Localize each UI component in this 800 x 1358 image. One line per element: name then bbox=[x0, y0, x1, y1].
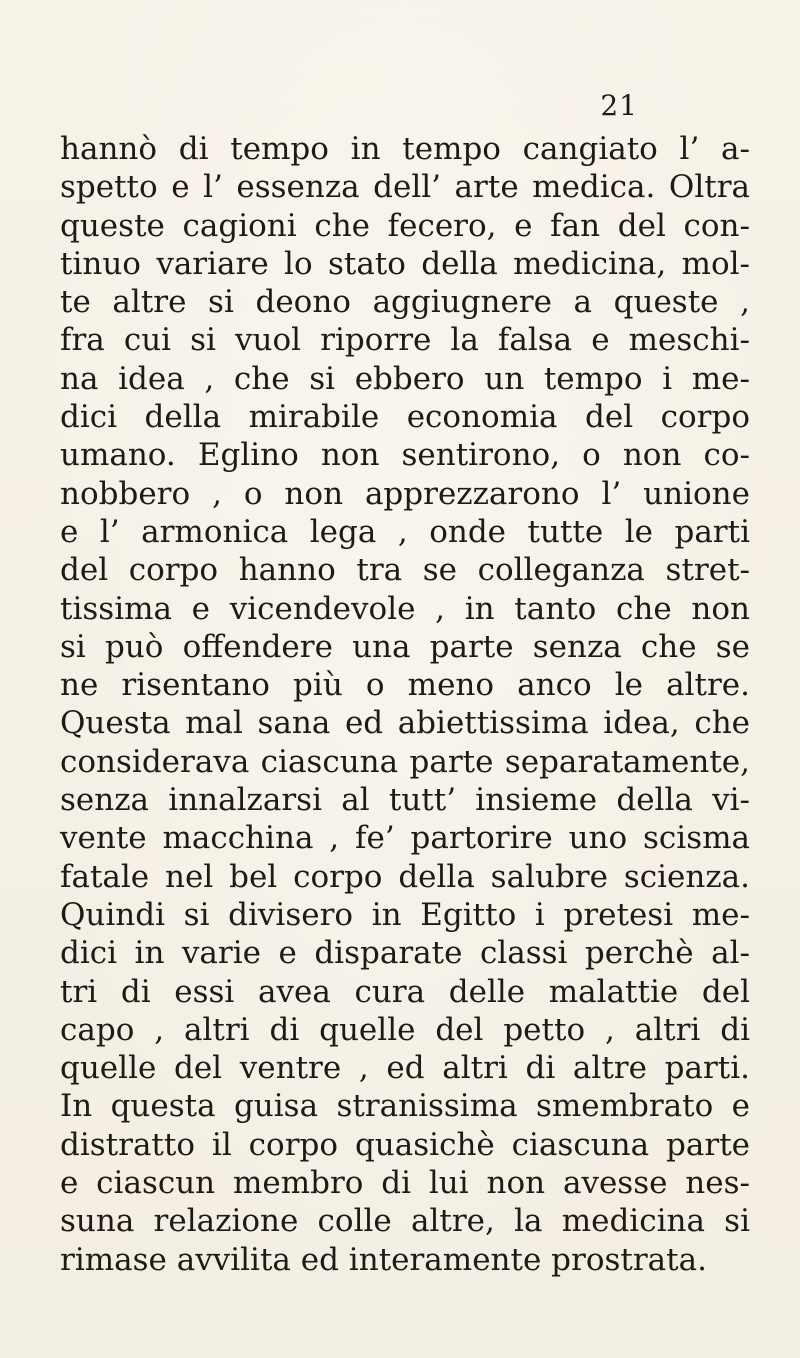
text-line: si può offendere una parte senza che se bbox=[60, 628, 750, 665]
text-line: considerava ciascuna parte separatamente, bbox=[60, 743, 750, 780]
text-line: tissima e vicendevole , in tanto che non bbox=[60, 590, 750, 627]
text-line: e ciascun membro di lui non avesse nes- bbox=[60, 1165, 750, 1202]
text-line: tri di essi avea cura delle malattie del bbox=[60, 973, 750, 1010]
body-text bbox=[60, 130, 750, 1279]
text-line: umano. Eglino non sentirono, o non co- bbox=[60, 437, 750, 474]
page-number: 21 bbox=[600, 89, 638, 122]
text-line: del corpo hanno tra se colleganza stret- bbox=[60, 552, 750, 589]
text-line: dici della mirabile economia del corpo bbox=[60, 399, 750, 436]
text-line: ne risentano più o meno anco le altre. bbox=[60, 667, 750, 704]
text-line: e l’ armonica lega , onde tutte le parti bbox=[60, 513, 750, 550]
text-line: Quindi si divisero in Egitto i pretesi me- bbox=[60, 896, 750, 933]
text-line: rimase avvilita ed interamente prostrata. bbox=[60, 1241, 707, 1278]
text-line: suna relazione colle altre, la medicina si bbox=[60, 1203, 750, 1240]
text-line: Questa mal sana ed abiettissima idea, che bbox=[60, 705, 750, 742]
text-line: spetto e l’ essenza dell’ arte medica. Oltra bbox=[60, 169, 750, 206]
text-line: senza innalzarsi al tutt’ insieme della vi- bbox=[60, 782, 750, 819]
text-line: dici in varie e disparate classi perchè al- bbox=[60, 935, 750, 972]
text-line: distratto il corpo quasichè ciascuna parte bbox=[60, 1126, 750, 1163]
text-line: capo , altri di quelle del petto , altri di bbox=[60, 1011, 750, 1048]
text-line: nobbero , o non apprezzarono l’ unione bbox=[60, 475, 750, 512]
text-line: te altre si deono aggiugnere a queste , bbox=[60, 284, 750, 321]
text-line: hannò di tempo in tempo cangiato l’ a- bbox=[60, 131, 750, 167]
text-line: fra cui si vuol riporre la falsa e meschi- bbox=[60, 322, 750, 359]
text-line: quelle del ventre , ed altri di altre parti. bbox=[60, 1050, 750, 1087]
text-line: tinuo variare lo stato della medicina, mol- bbox=[60, 245, 750, 282]
text-line: In questa guisa stranissima smembrato e bbox=[60, 1088, 750, 1125]
text-line: queste cagioni che fecero, e fan del con- bbox=[60, 207, 750, 244]
text-line: na idea , che si ebbero un tempo i me- bbox=[60, 360, 750, 397]
text-line: vente macchina , fe’ partorire uno scisma bbox=[60, 820, 750, 857]
text-line: fatale nel bel corpo della salubre scienza. bbox=[60, 858, 750, 895]
